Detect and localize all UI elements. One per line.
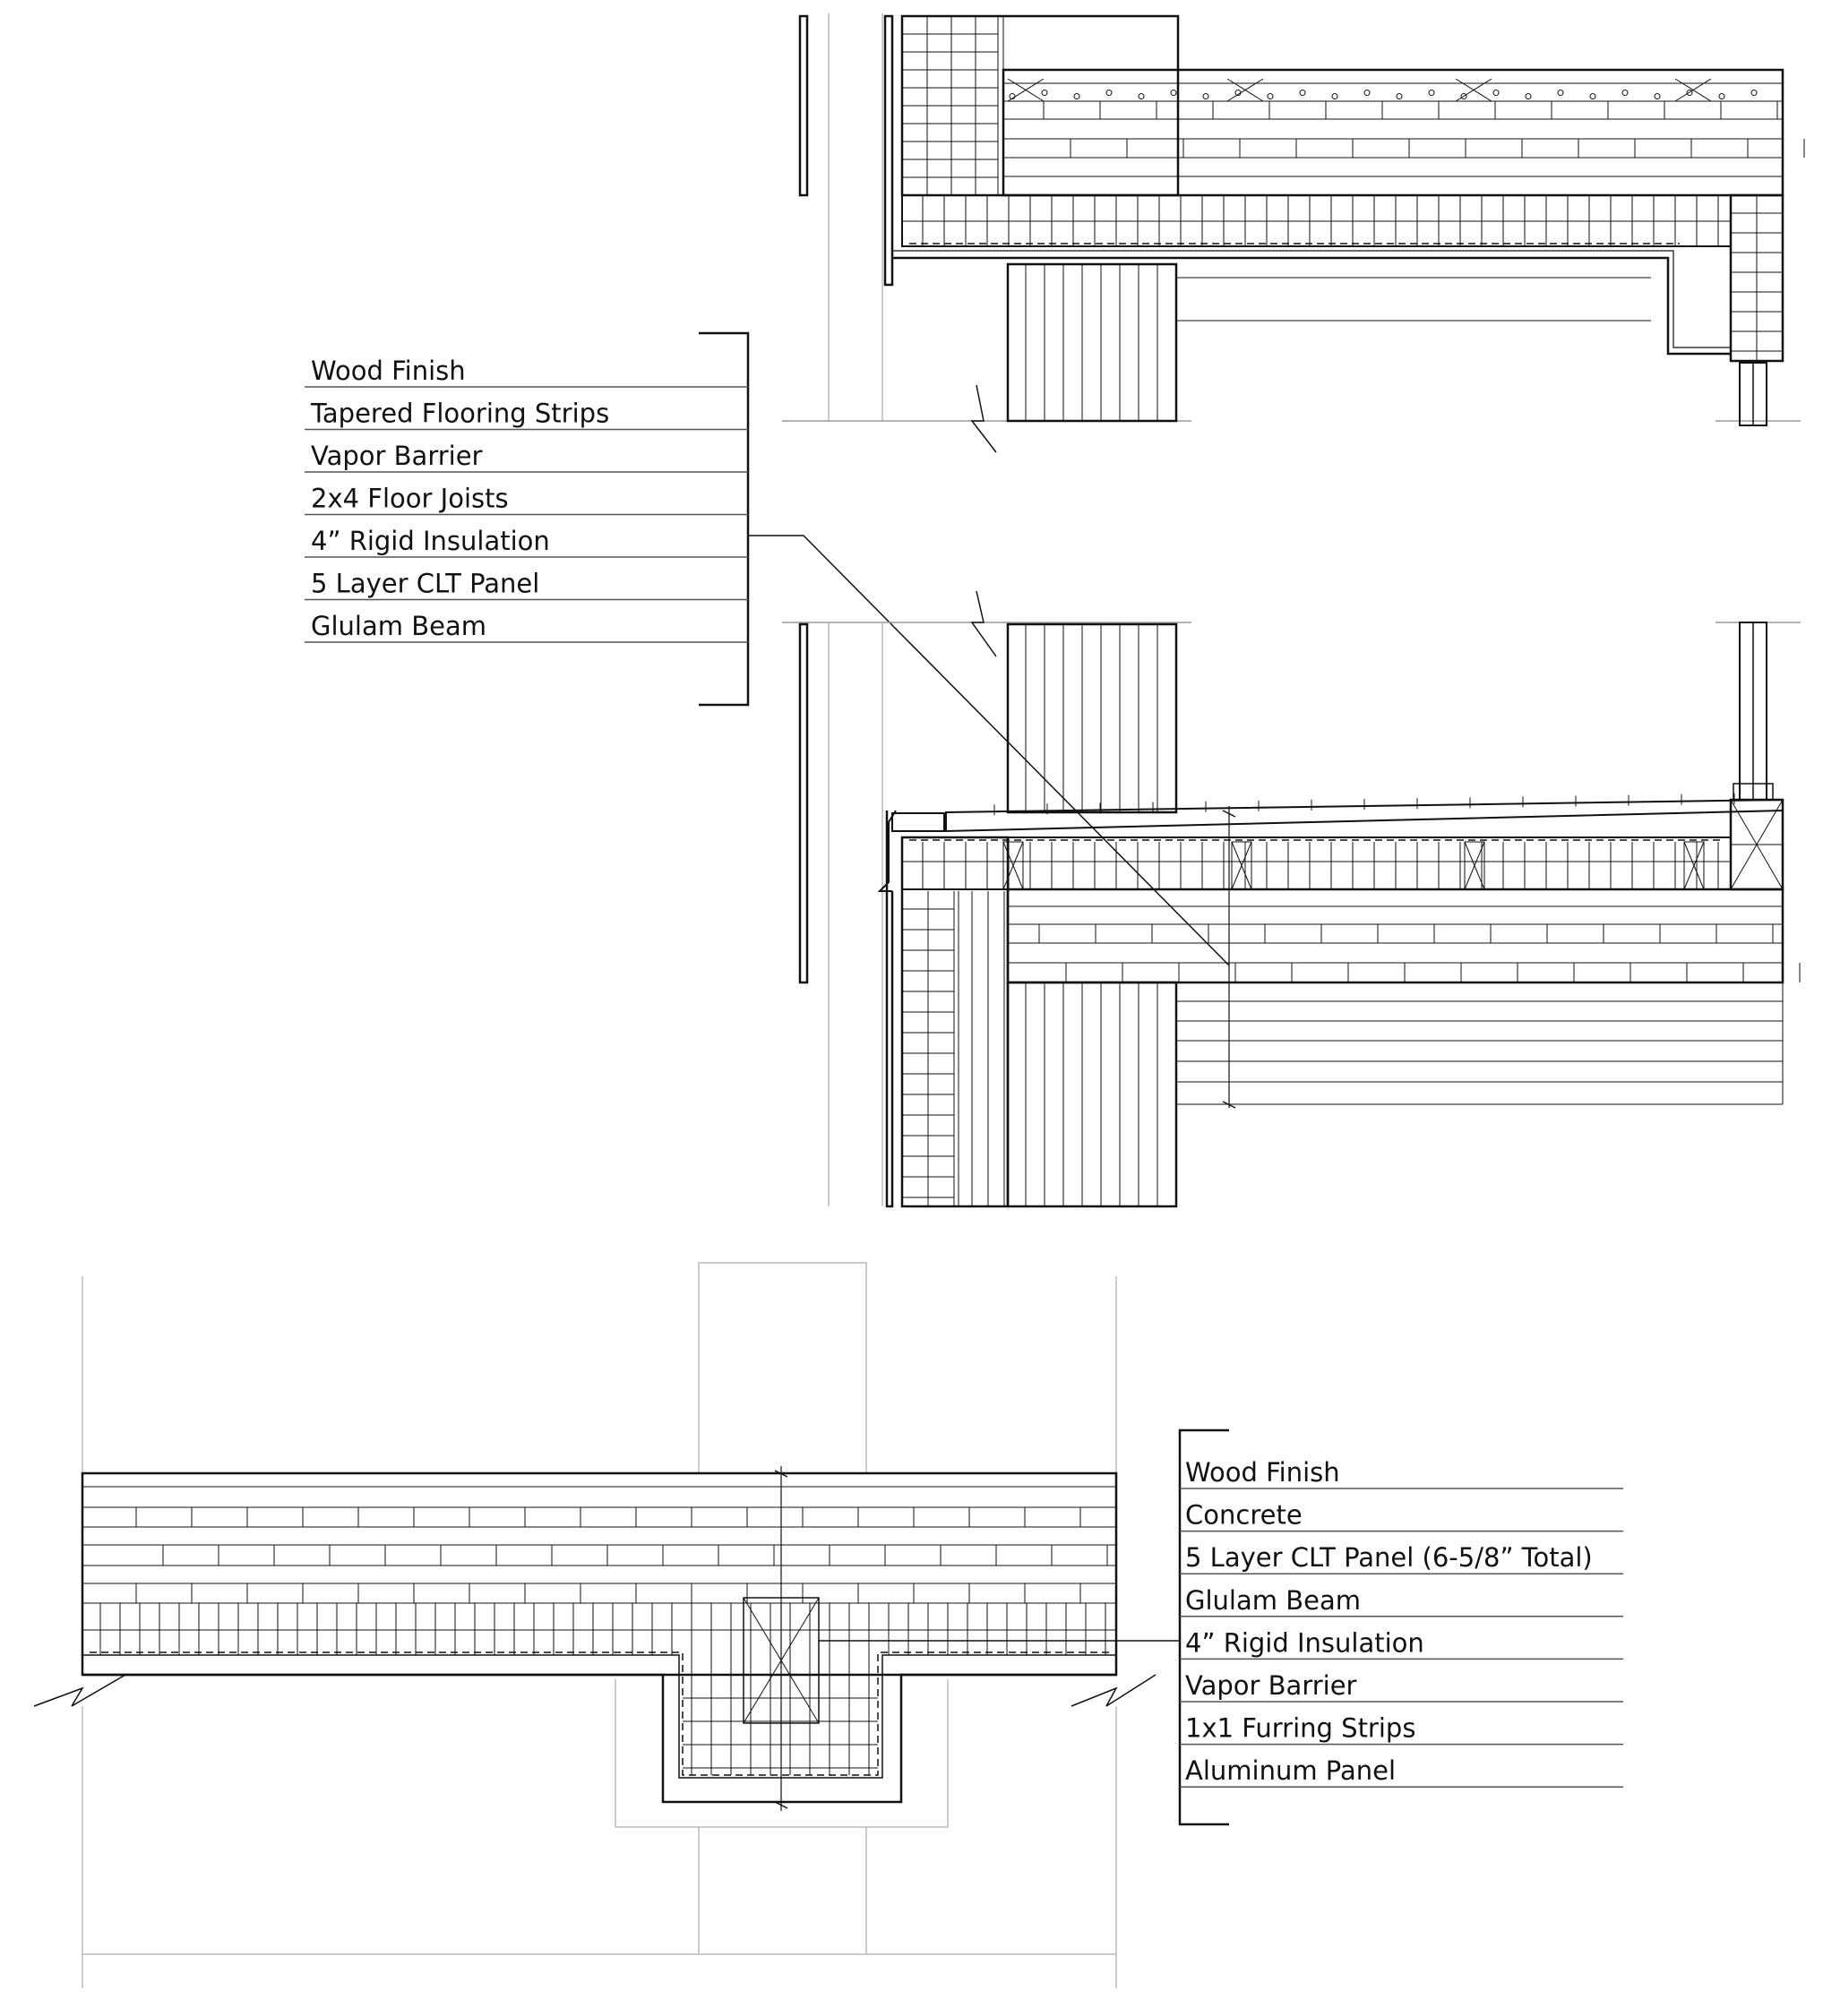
legend-item-label: 2x4 Floor Joists [311, 483, 509, 514]
floor-assembly-detail-top [782, 13, 1804, 452]
legend-item-label: 1x1 Furring Strips [1185, 1712, 1416, 1744]
legend-item-label: 5 Layer CLT Panel [311, 568, 540, 599]
legend-item-label: Vapor Barrier [311, 441, 483, 471]
legend-item-label: 5 Layer CLT Panel (6-5/8” Total) [1185, 1542, 1593, 1574]
legend-item-label: Glulam Beam [1185, 1584, 1361, 1616]
legend-item-label: 4” Rigid Insulation [1185, 1627, 1424, 1659]
legend-item-label: 4” Rigid Insulation [311, 526, 550, 556]
legend-item-label: Wood Finish [311, 356, 466, 386]
legend-item-label: Tapered Flooring Strips [311, 398, 610, 429]
legend-item-label: Wood Finish [1185, 1457, 1340, 1488]
legend-item-label: Glulam Beam [311, 611, 486, 641]
legend-item-label: Concrete [1185, 1499, 1303, 1531]
legend-item-label: Vapor Barrier [1185, 1670, 1357, 1701]
legend-top-assembly [305, 333, 1229, 965]
beam-section-detail-bottom [34, 1263, 1156, 1988]
legend-item-label: Aluminum Panel [1185, 1755, 1397, 1787]
floor-assembly-detail-middle [782, 591, 1801, 1206]
legend-bottom-assembly [819, 1430, 1623, 1824]
